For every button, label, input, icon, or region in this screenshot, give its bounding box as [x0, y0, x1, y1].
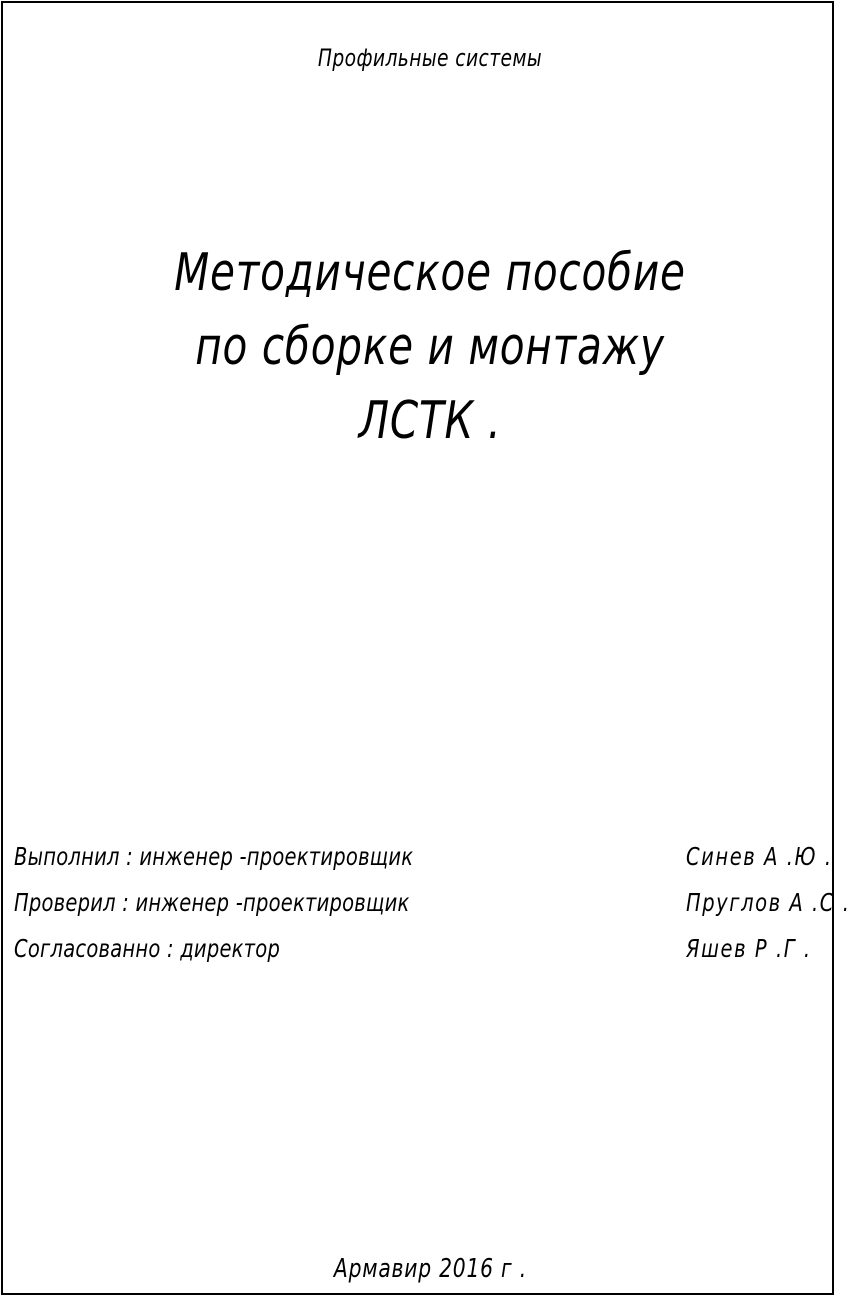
title-line-1: Методическое пособие [174, 243, 686, 303]
footer-city-year: Армавир 2016 г . [333, 1254, 527, 1284]
signature-row-approved [14, 934, 830, 980]
signature-role: Выполнил : инженер -проектировщик [14, 842, 414, 871]
title-line-2: по сборке и монтажу [195, 317, 665, 377]
title-line-3: ЛСТК . [358, 391, 502, 451]
signature-role: Проверил : инженер -проектировщик [14, 888, 410, 917]
signature-name: Пруглов А .С . [686, 888, 851, 917]
sheet-frame [1, 1, 834, 1295]
signature-row-performed [14, 842, 833, 888]
signature-block [14, 842, 851, 980]
signature-name: Синев А .Ю . [686, 842, 833, 871]
signature-role: Согласованно : директор [14, 934, 281, 963]
document-title [0, 236, 860, 458]
header-company: Профильные системы [317, 44, 543, 72]
signature-row-checked [14, 888, 851, 934]
signature-name: Яшев Р .Г . [686, 934, 812, 963]
